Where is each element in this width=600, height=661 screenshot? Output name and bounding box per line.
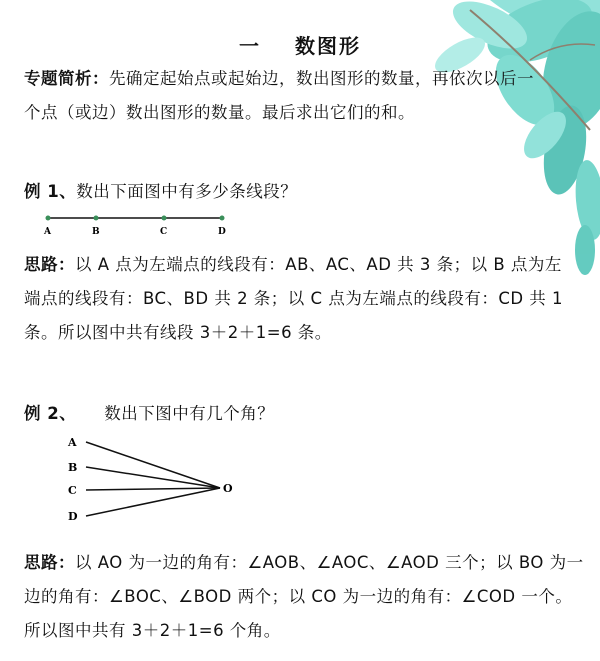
intro-paragraph <box>24 62 584 130</box>
point-d-label: D <box>218 227 226 237</box>
solution2-paragraph <box>24 546 584 648</box>
point-a-label: A <box>44 227 51 237</box>
ray-co <box>86 488 220 490</box>
ray-bo <box>86 467 220 488</box>
solution1-paragraph <box>24 248 584 350</box>
point-b-label: B <box>92 227 100 237</box>
solution1-label: 思路： <box>24 255 75 274</box>
solution2-line-2: 边的角有：∠BOC、∠BOD 两个；以 CO 为一边的角有：∠COD 一个。 <box>24 587 573 606</box>
example2-heading <box>24 400 274 424</box>
example1-label: 例 1、 <box>24 182 77 201</box>
ray-ao <box>86 442 220 488</box>
page-title <box>0 30 600 59</box>
point-c-label: C <box>160 227 168 237</box>
intro-line-2: 个点（或边）数出图形的数量。最后求出它们的和。 <box>24 103 415 122</box>
angle-figure <box>60 430 250 530</box>
ray-b-label: B <box>68 461 78 474</box>
vertex-o-label: O <box>223 482 233 495</box>
example1-question: 数出下面图中有多少条线段？ <box>76 182 298 201</box>
point-c-dot <box>162 216 167 221</box>
example1-heading <box>24 178 297 202</box>
intro-line-1: 先确定起始点或起始边，数出图形的数量，再依次以后一 <box>109 69 534 88</box>
solution2-line-1: 以 AO 为一边的角有：∠AOB、∠AOC、∠AOD 三个；以 BO 为一 <box>75 553 584 572</box>
point-b-dot <box>94 216 99 221</box>
example2-label: 例 2、 <box>24 404 77 423</box>
solution1-line-1: 以 A 点为左端点的线段有：AB、AC、AD 共 3 条；以 B 点为左 <box>75 255 562 274</box>
solution2-label: 思路： <box>24 553 75 572</box>
ray-d-label: D <box>68 510 78 523</box>
point-d-dot <box>220 216 225 221</box>
solution1-line-3: 条。所以图中共有线段 3＋2＋1=6 条。 <box>24 323 332 342</box>
point-a-dot <box>46 216 51 221</box>
intro-label: 专题简析： <box>24 69 109 88</box>
solution2-line-3: 所以图中共有 3＋2＋1=6 个角。 <box>24 621 281 640</box>
solution1-line-2: 端点的线段有：BC、BD 共 2 条；以 C 点为左端点的线段有：CD 共 1 <box>24 289 564 308</box>
example2-question: 数出下图中有几个角？ <box>104 404 275 423</box>
ray-a-label: A <box>68 436 77 449</box>
title-dash: 一 <box>239 34 261 58</box>
title-text: 数图形 <box>295 34 361 58</box>
ray-c-label: C <box>68 484 77 497</box>
line-segment-figure <box>40 208 240 238</box>
ray-do <box>86 488 220 516</box>
